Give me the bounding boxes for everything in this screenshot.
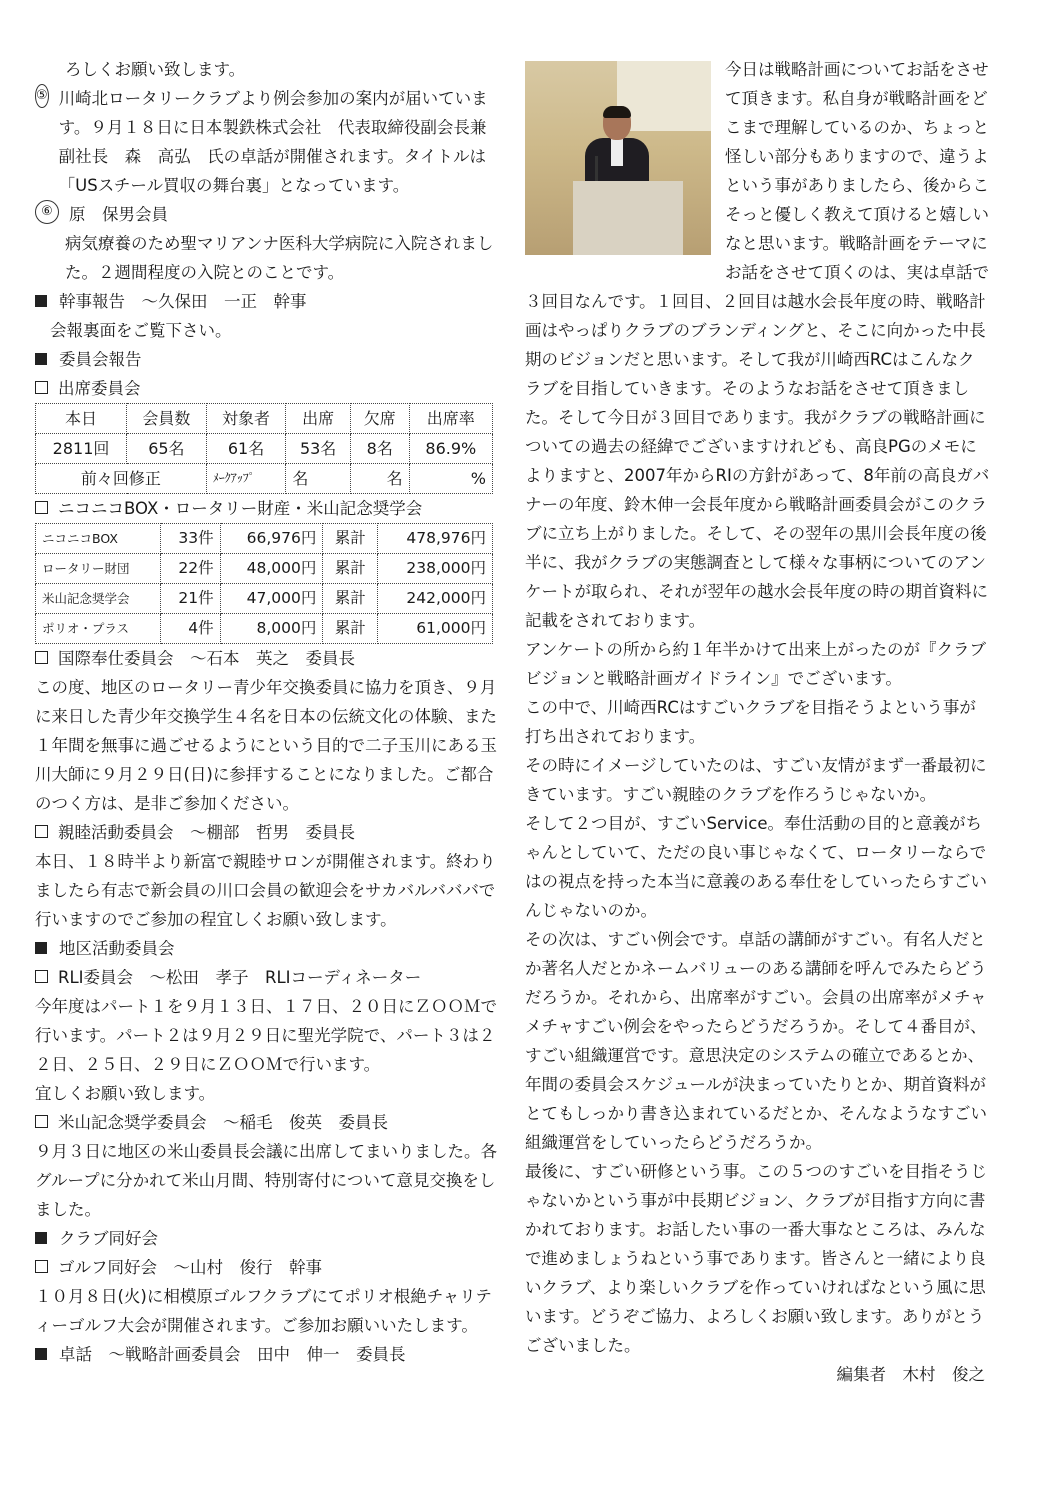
table-cell: 4件 [160, 614, 220, 644]
section-heading-kanji: 幹事報告 ～久保田 一正 幹事 [35, 287, 500, 316]
table-cell: 86.9% [409, 434, 492, 464]
section-heading-talk: 卓話 ～戦略計画委員会 田中 伸一 委員長 [35, 1340, 500, 1369]
checkbox-icon [35, 651, 48, 664]
talk-paragraph: この中で、川崎西RCはすごいクラブを目指そうよという事が打ち出されております。 [525, 698, 976, 746]
table-cell: ロータリー財団 [36, 554, 161, 584]
table-cell: 8名 [350, 434, 409, 464]
subheading-donations: ニコニコBOX・ロータリー財産・米山記念奨学会 [35, 494, 500, 523]
header-cell: 出席率 [409, 404, 492, 434]
header-cell: 対象者 [206, 404, 286, 434]
checkbox-icon [35, 381, 48, 394]
table-cell: 累計 [323, 614, 378, 644]
notice-title: 原 保男会員 [69, 205, 168, 224]
square-bullet-icon [35, 942, 47, 954]
section-heading-district: 地区活動委員会 [35, 934, 500, 963]
square-bullet-icon [35, 1232, 47, 1244]
square-bullet-icon [35, 353, 47, 365]
table-row [36, 584, 493, 614]
talk-paragraph: 最後に、すごい研修という事。この５つのすごいを目指そうじゃないかという事が中長期ビジョン、クラブが目指す方向に書かれております。お話したい事の一番大事なところは、みんなで進めましょうねという事であります。皆さんと一緒により良いクラブ、より楽しいクラブを作っていければなという風に思います。どうぞご協力、よろしくお願い致します。ありがとうございました。 [525, 1162, 987, 1355]
kanji-text: 会報裏面をご覧下さい。 [50, 321, 232, 340]
rli-text-2: 宜しくお願い致します。 [35, 1084, 216, 1103]
table-cell: 前々回修正 [36, 464, 207, 494]
table-row [36, 614, 493, 644]
table-cell: 238,000円 [378, 554, 493, 584]
table-cell: % [409, 464, 492, 494]
talk-paragraph: その時にイメージしていたのは、すごい友情がまず一番最初にきています。すごい親睦のクラブを作ろうじゃないか。 [525, 756, 987, 804]
header-cell: 本日 [36, 404, 127, 434]
table-cell: 22件 [160, 554, 220, 584]
header-cell: 欠席 [350, 404, 409, 434]
checkbox-icon [35, 1260, 48, 1273]
table-cell: 名 [350, 464, 409, 494]
notice-text: 川崎北ロータリークラブより例会参加の案内が届いています。９月１８日に日本製鉄株式会社 代表取締役副会長兼副社長 森 高弘 氏の卓話が開催されます。タイトルは「USスチール買収の舞台裏」となっています。 [58, 89, 488, 195]
table-cell: 33件 [160, 524, 220, 554]
header-cell: 出席 [286, 404, 350, 434]
notice-item-6 [35, 200, 500, 229]
table-cell: ポリオ・プラス [36, 614, 161, 644]
table-cell: 478,976円 [378, 524, 493, 554]
table-cell: 65名 [127, 434, 207, 464]
notice-text: 病気療養のため聖マリアンナ医科大学病院に入院されました。２週間程度の入院とのことです。 [65, 234, 494, 282]
talk-paragraph: アンケートの所から約１年半かけて出来上がったのが『クラブビジョンと戦略計画ガイドライン』でございます。 [525, 640, 987, 688]
fellowship-text: 本日、１８時半より新富で親睦サロンが開催されます。終わりましたら有志で新会員の川口会員の歓迎会をサカバルバババで行いますのでご参加の程宜しくお願い致します。 [35, 852, 496, 929]
continuation-text: ろしくお願い致します。 [65, 60, 246, 79]
table-row [36, 464, 493, 494]
table-cell: 21件 [160, 584, 220, 614]
table-cell: 53名 [286, 434, 350, 464]
table-row [36, 554, 493, 584]
table-cell: 242,000円 [378, 584, 493, 614]
table-cell: 2811回 [36, 434, 127, 464]
section-heading-clubs: クラブ同好会 [35, 1224, 500, 1253]
header-cell: 会員数 [127, 404, 207, 434]
subheading-international: 国際奉仕委員会 ～石本 英之 委員長 [35, 644, 500, 673]
subheading-fellowship: 親睦活動委員会 ～棚部 哲男 委員長 [35, 818, 500, 847]
table-cell: ニコニコBOX [36, 524, 161, 554]
table-cell: 48,000円 [220, 554, 323, 584]
attendance-table [35, 403, 493, 494]
speaker-photo [525, 61, 711, 255]
square-bullet-icon [35, 1348, 47, 1360]
table-cell: ﾒｰｸｱｯﾌﾟ [206, 464, 286, 494]
table-cell: 名 [286, 464, 350, 494]
checkbox-icon [35, 970, 48, 983]
subheading-rli: RLI委員会 ～松田 孝子 RLIコーディネーター [35, 963, 500, 992]
notice-item-5 [35, 84, 500, 200]
right-column [525, 55, 990, 1389]
checkbox-icon [35, 501, 48, 514]
number-badge: ⑥ [35, 200, 59, 224]
rli-text: 今年度はパート１を９月１３日、１７日、２０日にＺＯＯＭで行います。パート２は９月２９日に聖光学院で、パート３は２２日、２５日、２９日にＺＯＯＭで行います。 [35, 997, 497, 1074]
subheading-attendance: 出席委員会 [35, 374, 500, 403]
talk-paragraph: 今日は戦略計画についてお話をさせて頂きます。私自身が戦略計画をどこまで理解しているのか、ちょっと怪しい部分もありますので、違うよという事がありましたら、後からこそっと優しく教えて頂けると嬉しいなと思います。戦略計画をテーマにお話をさせて頂くのは、実は卓話で３回目なんです。１回目、２回目は越水会長年度の時、戦略計画はやっぱりクラブのブランディングと、そこに向かった中長期のビジョンだと思います。そして我が川崎西RCはこんなクラブを目指していきます。そのようなお話をさせて頂きました。そして今日が３回目であります。我がクラブの戦略計画についての過去の経緯でございますけれども、高良PGのメモによりますと、2007年からRIの方針があって、8年前の高良ガバナーの年度、鈴木伸一会長年度から戦略計画委員会がこのクラブに立ち上がりました。そして、その翌年の黒川会長年度の後半に、我がクラブの実態調査として様々な事柄についてのアンケートが取られ、それが翌年の越水会長年度の時の期首資料に記載をされております。 [525, 60, 990, 630]
table-cell: 米山記念奨学会 [36, 584, 161, 614]
section-heading-committee: 委員会報告 [35, 345, 500, 374]
golf-text: １０月８日(火)に相模原ゴルフクラブにてポリオ根絶チャリティーゴルフ大会が開催されます。ご参加お願いいたします。 [35, 1287, 492, 1335]
talk-paragraph: そして２つ目が、すごいService。奉仕活動の目的と意義がちゃんとしていて、ただの良い事じゃなくて、ロータリーならではの視点を持った本当に意義のある奉仕をしていったらすごいんじゃないのか。 [525, 814, 987, 920]
editor-signature: 編集者 木村 俊之 [836, 1365, 985, 1384]
table-cell: 累計 [323, 524, 378, 554]
square-bullet-icon [35, 295, 47, 307]
left-column [35, 55, 500, 1369]
checkbox-icon [35, 1115, 48, 1128]
table-cell: 66,976円 [220, 524, 323, 554]
talk-paragraph: その次は、すごい例会です。卓話の講師がすごい。有名人だとか著名人だとかネームバリューのある講師を呼んでみたらどうだろうか。それから、出席率がすごい。会員の出席率がメチャメチャすごい例会をやったらどうだろうか。そして４番目が、すごい組織運営です。意思決定のシステムの確立であるとか、年間の委員会スケジュールが決まっていたりとか、期首資料がとてもしっかり書き込まれているだとか、そんなようなすごい組織運営をしていったらどうだろうか。 [525, 930, 987, 1152]
table-row [36, 434, 493, 464]
table-row [36, 524, 493, 554]
table-cell: 累計 [323, 554, 378, 584]
yoneyama-text: ９月３日に地区の米山委員長会議に出席してまいりました。各グループに分かれて米山月間、特別寄付について意見交換をしました。 [35, 1142, 497, 1219]
number-badge: ⑤ [35, 84, 49, 108]
table-cell: 61名 [206, 434, 286, 464]
table-cell: 累計 [323, 584, 378, 614]
subheading-yoneyama: 米山記念奨学委員会 ～稲毛 俊英 委員長 [35, 1108, 500, 1137]
international-text: この度、地区のロータリー青少年交換委員に協力を頂き、９月に来日した青少年交換学生４名を日本の伝統文化の体験、また１年間を無事に過ごせるようにという目的で二子玉川にある玉川大師に９月２９日(日)に参拝することになりました。ご都合のつく方は、是非ご参加ください。 [35, 678, 497, 813]
table-cell: 61,000円 [378, 614, 493, 644]
donations-table [35, 523, 493, 644]
subheading-golf: ゴルフ同好会 ～山村 俊行 幹事 [35, 1253, 500, 1282]
checkbox-icon [35, 825, 48, 838]
table-cell: 47,000円 [220, 584, 323, 614]
table-header-row [36, 404, 493, 434]
table-cell: 8,000円 [220, 614, 323, 644]
